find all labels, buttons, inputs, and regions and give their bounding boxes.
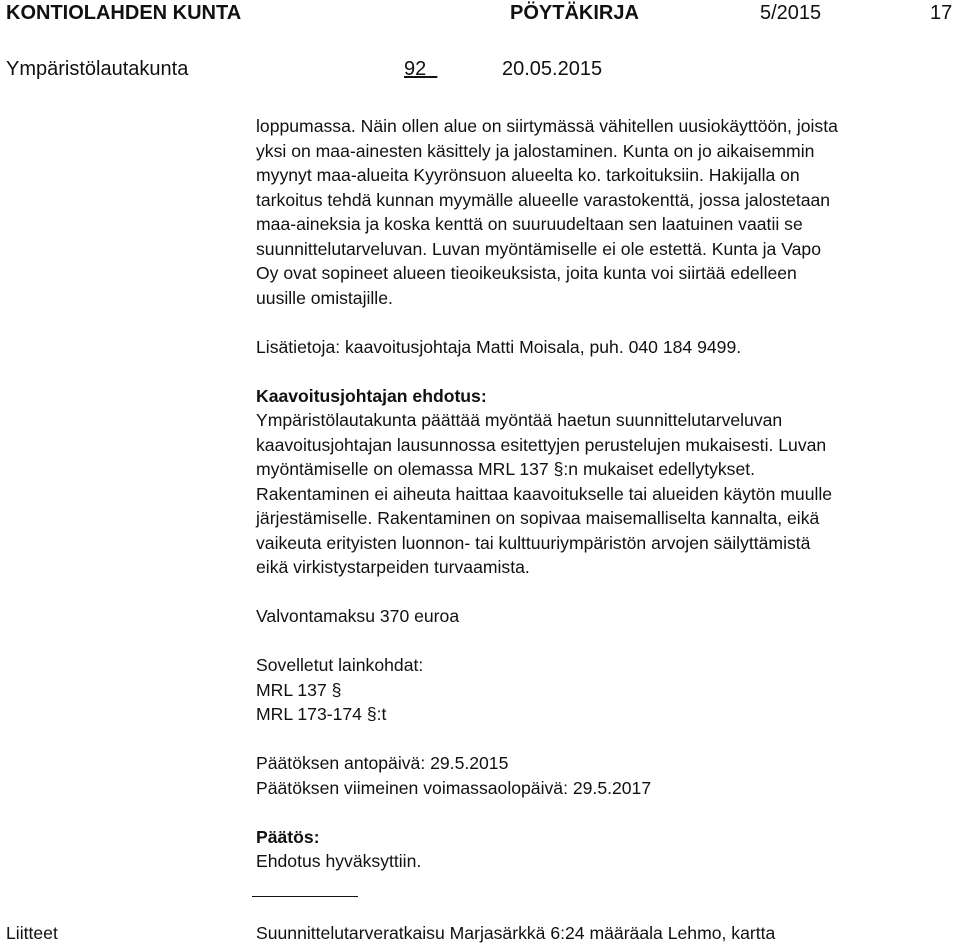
decision-text: Ehdotus hyväksyttiin. xyxy=(256,851,422,871)
text-line: järjestämiselle. Rakentaminen on sopivaa maisemalliselta kannalta, eikä xyxy=(256,508,820,528)
text-line: tarkoitus tehdä kunnan myymälle alueelle varastokenttä, jossa jalostetaan xyxy=(256,189,831,210)
meeting-date: 20.05.2015 xyxy=(502,58,603,80)
intro-paragraph xyxy=(256,114,956,310)
text-line: myöntämiselle on olemassa MRL 137 §:n mukaiset edellytykset. xyxy=(256,459,756,479)
attachments-label: Liitteet xyxy=(6,923,58,943)
document-body xyxy=(256,114,956,874)
text-line: Oy ovat sopineet alueen tieoikeuksista, joita kunta voi siirtää edelleen xyxy=(256,263,797,283)
document-type: PÖYTÄKIRJA xyxy=(510,2,639,24)
section-number: 92 xyxy=(404,58,427,80)
law-reference: MRL 137 § xyxy=(256,679,342,700)
attachment-item: Suunnittelutarveratkaisu Marjasärkkä 6:24 määräala Lehmo, kartta xyxy=(256,923,776,943)
decision-valid-until: Päätöksen viimeinen voimassaolopäivä: 29.5.2017 xyxy=(256,777,652,798)
decision-date: Päätöksen antopäivä: 29.5.2015 xyxy=(256,753,509,773)
text-line: myynyt maa-alueita Kyyrönsuon alueelta ko. tarkoituksiin. Hakijalla on xyxy=(256,165,800,185)
page-number: 17 xyxy=(930,2,953,24)
text-line: loppumassa. Näin ollen alue on siirtymässä vähitellen uusiokäyttöön, joista xyxy=(256,116,838,136)
text-line: Rakentaminen ei aiheuta haittaa kaavoitukselle tai alueiden käytön muulle xyxy=(256,483,833,504)
text-line: yksi on maa-ainesten käsittely ja jalostaminen. Kunta on jo aikaisemmin xyxy=(256,140,815,161)
document-number: 5/2015 xyxy=(760,2,822,24)
law-reference: MRL 173-174 §:t xyxy=(256,704,387,724)
text-line: maa-aineksia ja koska kenttä on suuruudeltaan sen laatuinen vaatii se xyxy=(256,214,803,234)
supervision-fee: Valvontamaksu 370 euroa xyxy=(256,606,460,626)
proposal-paragraph xyxy=(256,408,956,580)
decision-heading: Päätös: xyxy=(256,826,320,847)
text-line: eikä virkistystarpeiden turvaamista. xyxy=(256,557,530,577)
text-line: suunnittelutarveluvan. Luvan myöntämiselle ei ole estettä. Kunta ja Vapo xyxy=(256,238,821,259)
text-line: kaavoitusjohtajan lausunnossa esitettyjen perustelujen mukaisesti. Luvan xyxy=(256,434,827,455)
text-line: Ympäristölautakunta päättää myöntää haetun suunnittelutarveluvan xyxy=(256,410,783,430)
applied-laws-label: Sovelletut lainkohdat: xyxy=(256,655,424,675)
contact-info: Lisätietoja: kaavoitusjohtaja Matti Moisala, puh. 040 184 9499. xyxy=(256,336,742,357)
text-line: uusille omistajille. xyxy=(256,287,393,308)
text-line: vaikeuta erityisten luonnon- tai kulttuuriympäristön arvojen säilyttämistä xyxy=(256,532,811,553)
separator-line xyxy=(252,896,358,897)
organization-name: KONTIOLAHDEN KUNTA xyxy=(6,2,242,24)
proposal-heading: Kaavoitusjohtajan ehdotus: xyxy=(256,385,487,406)
committee-name: Ympäristölautakunta xyxy=(6,58,189,80)
